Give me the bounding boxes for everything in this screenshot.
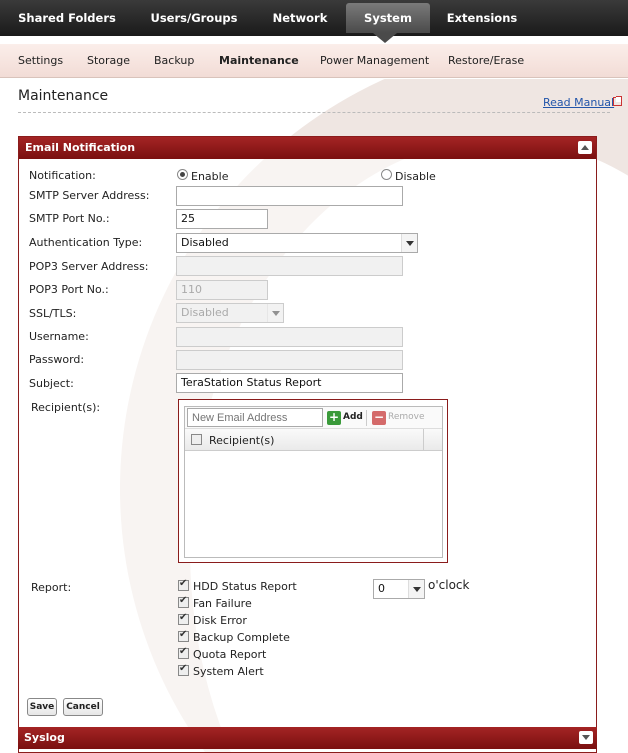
tab-network[interactable]: Network (272, 11, 328, 25)
subnav-maintenance[interactable]: Maintenance (219, 54, 299, 67)
collapse-icon[interactable] (578, 141, 592, 154)
panel-header (19, 137, 596, 159)
new-email-input[interactable] (187, 408, 323, 427)
report-label: Report: (31, 581, 72, 594)
cancel-button[interactable]: Cancel (63, 698, 103, 716)
subnav-power-management[interactable]: Power Management (320, 54, 430, 67)
tab-shared-folders[interactable]: Shared Folders (18, 11, 116, 25)
subnav-settings[interactable]: Settings (18, 54, 64, 67)
quota-report-checkbox[interactable] (178, 648, 189, 659)
auth-type-value: Disabled (181, 236, 229, 249)
chevron-down-icon (401, 234, 417, 252)
ssl-label: SSL/TLS: (29, 307, 77, 320)
password-label: Password: (29, 353, 85, 366)
panel-title: Email Notification (25, 141, 136, 154)
subject-label: Subject: (29, 377, 74, 390)
subnav-backup[interactable]: Backup (154, 54, 195, 67)
password-input[interactable] (176, 350, 403, 370)
smtp-port-input[interactable]: 25 (176, 209, 268, 229)
external-link-icon[interactable] (613, 97, 622, 106)
read-manual-link[interactable]: Read Manual (543, 96, 615, 109)
column-divider (423, 429, 424, 451)
subnav-storage[interactable]: Storage (87, 54, 131, 67)
sub-nav (0, 44, 628, 78)
remove-icon[interactable]: − (373, 410, 385, 424)
backup-complete-checkbox[interactable] (178, 631, 189, 642)
quota-report-label: Quota Report (193, 648, 267, 661)
recipients-box (178, 399, 448, 563)
smtp-server-label: SMTP Server Address: (29, 189, 150, 202)
username-label: Username: (29, 330, 89, 343)
recipients-label: Recipient(s): (31, 401, 101, 414)
system-alert-label: System Alert (193, 665, 264, 678)
username-input[interactable] (176, 327, 403, 347)
chevron-down-icon (408, 580, 424, 598)
report-hour-select[interactable] (373, 579, 425, 599)
hdd-status-label: HDD Status Report (193, 580, 297, 593)
disk-error-checkbox[interactable] (178, 614, 189, 625)
add-icon[interactable]: + (328, 410, 340, 424)
syslog-panel-header[interactable] (18, 727, 597, 749)
disk-error-label: Disk Error (193, 614, 247, 627)
tab-users-groups[interactable]: Users/Groups (150, 11, 238, 25)
title-divider (18, 112, 610, 113)
enable-radio[interactable] (177, 169, 188, 180)
save-button[interactable]: Save (27, 698, 57, 716)
toolbar-divider (366, 410, 367, 426)
disable-label: Disable (395, 170, 436, 183)
disable-radio[interactable] (381, 169, 392, 180)
smtp-server-input[interactable] (176, 186, 403, 206)
ssl-value: Disabled (181, 306, 229, 319)
select-all-checkbox[interactable] (191, 434, 202, 445)
fan-failure-label: Fan Failure (193, 597, 252, 610)
hdd-status-checkbox[interactable] (178, 580, 189, 591)
add-button[interactable]: Add (343, 412, 363, 422)
notification-label: Notification: (29, 169, 96, 182)
recipients-column-header: Recipient(s) (209, 434, 275, 447)
recipients-header (185, 429, 442, 451)
tab-system[interactable]: System (346, 3, 430, 33)
active-tab-pointer (373, 33, 397, 43)
subnav-restore-erase[interactable]: Restore/Erase (448, 54, 525, 67)
syslog-title: Syslog (24, 731, 65, 744)
recipients-toolbar (185, 407, 442, 429)
smtp-port-label: SMTP Port No.: (29, 212, 110, 225)
chevron-down-icon (267, 304, 283, 322)
oclock-label: o'clock (428, 578, 470, 592)
pop3-port-input[interactable]: 110 (176, 280, 268, 300)
tab-extensions[interactable]: Extensions (446, 11, 518, 25)
ssl-select[interactable] (176, 303, 284, 323)
fan-failure-checkbox[interactable] (178, 597, 189, 608)
report-hour-value: 0 (378, 582, 385, 595)
auth-type-label: Authentication Type: (29, 236, 143, 249)
top-nav (0, 0, 628, 36)
enable-label: Enable (191, 170, 229, 183)
page-title: Maintenance (18, 88, 109, 104)
auth-type-select[interactable] (176, 233, 418, 253)
recipients-grid (184, 406, 443, 558)
pop3-server-label: POP3 Server Address: (29, 260, 149, 273)
expand-icon[interactable] (579, 731, 593, 744)
pop3-server-input[interactable] (176, 256, 403, 276)
backup-complete-label: Backup Complete (193, 631, 290, 644)
pop3-port-label: POP3 Port No.: (29, 283, 109, 296)
subject-input[interactable]: TeraStation Status Report (176, 373, 403, 393)
system-alert-checkbox[interactable] (178, 665, 189, 676)
remove-button[interactable]: Remove (388, 412, 425, 422)
